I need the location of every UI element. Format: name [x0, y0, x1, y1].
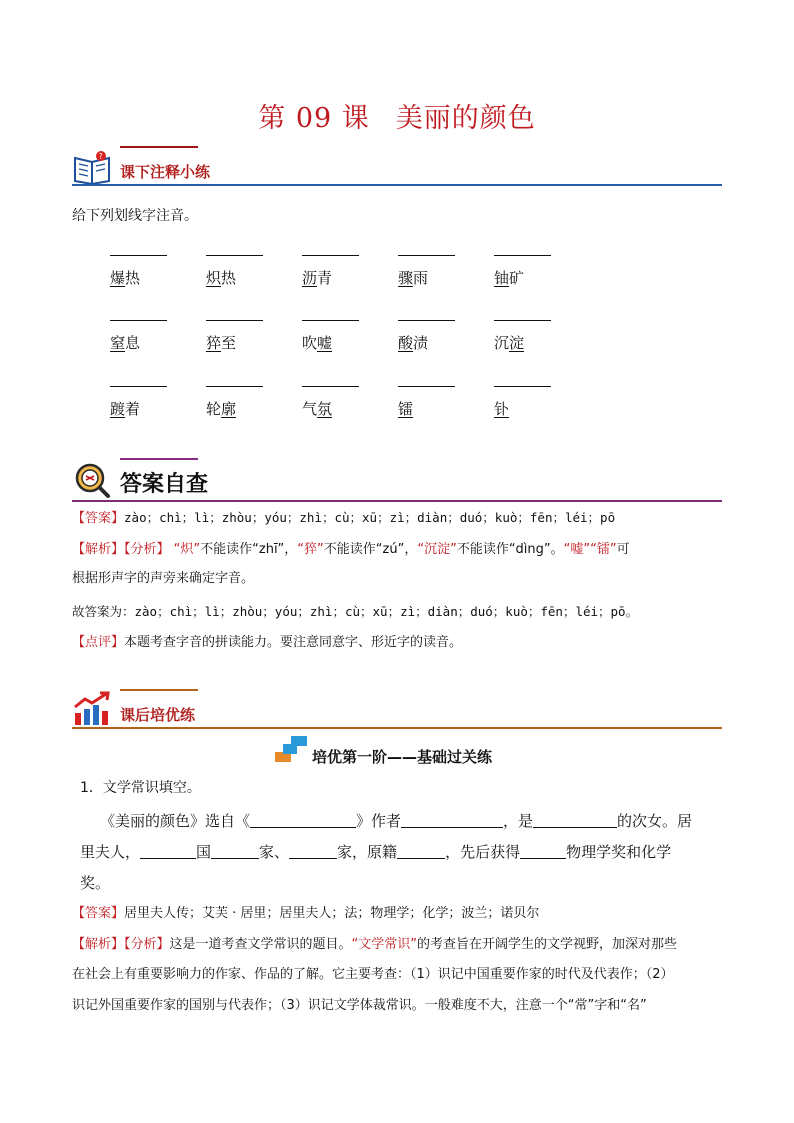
pinyin-blank[interactable]	[110, 255, 167, 256]
pinyin-blank[interactable]	[206, 255, 263, 256]
blank[interactable]	[533, 811, 617, 828]
word-item	[494, 333, 524, 353]
comment-text: 本题考查字音的拼读能力。要注意同意字、形近字的读音。	[124, 635, 463, 650]
blank[interactable]	[250, 811, 356, 828]
word-part: 渍	[413, 334, 429, 352]
pinyin-blank[interactable]	[302, 255, 359, 256]
pinyin-blank[interactable]	[302, 320, 359, 321]
word-part: 青	[317, 269, 333, 287]
underlined-char: 氛	[317, 400, 333, 418]
pinyin-blank[interactable]	[110, 320, 167, 321]
underlined-char: 猝	[206, 334, 222, 352]
underlined-char: 铀	[494, 269, 510, 287]
section-header-annotation-practice	[72, 146, 722, 186]
word-item	[206, 333, 236, 353]
answer-line	[72, 508, 615, 529]
word-item	[302, 268, 332, 288]
answer-tag: 【答案】	[72, 906, 125, 921]
blank[interactable]	[397, 842, 445, 859]
word-item	[398, 333, 428, 353]
pinyin-blank[interactable]	[494, 320, 551, 321]
book-icon	[72, 148, 112, 184]
underlined-char: 淀	[509, 334, 525, 352]
word-item	[110, 333, 140, 353]
conclusion-line	[72, 602, 638, 623]
section-header-after-class	[72, 689, 722, 729]
word-item	[494, 399, 509, 419]
word-item	[302, 399, 332, 419]
blank[interactable]	[211, 842, 259, 859]
pinyin-blank[interactable]	[206, 386, 263, 387]
title-prefix: 第 09 课	[258, 103, 370, 134]
question-line-2: 里夫人， 国 家、 家，原籍 ，先后获得 物理学奖和化学	[80, 843, 672, 861]
section-header-answer-check	[72, 458, 722, 502]
word-part: 雨	[413, 269, 429, 287]
analysis-line-1: 【解析】【分析】 “炽”不能读作“zhī”，“猝”不能读作“zú”，“沉淀”不能读作“dìng”。“嘘”“镭”可	[72, 542, 630, 557]
pinyin-blank[interactable]	[494, 255, 551, 256]
conclusion-text: 故答案为：zào；chì；lì；zhòu；yóu；zhì；cù；xū；zì；diàn；duó；kuò；fēn；léi；pō。	[72, 604, 639, 619]
word-item	[494, 268, 524, 288]
underlined-char: 嘘	[317, 334, 333, 352]
pinyin-blank[interactable]	[398, 255, 455, 256]
pinyin-blank[interactable]	[110, 386, 167, 387]
word-item	[110, 268, 140, 288]
comment-tag: 【点评】	[72, 635, 125, 650]
pinyin-blank[interactable]	[302, 386, 359, 387]
section-label: 答案自查	[120, 472, 209, 497]
blank[interactable]	[401, 811, 503, 828]
word-item	[398, 268, 428, 288]
pinyin-blank[interactable]	[206, 320, 263, 321]
underlined-char: 窒	[110, 334, 126, 352]
answer-tag: 【答案】	[72, 511, 125, 526]
pinyin-blank[interactable]	[398, 320, 455, 321]
title-suffix: 美丽的颜色	[395, 103, 536, 134]
underlined-char: 踱	[110, 400, 126, 418]
steps-icon	[275, 736, 309, 764]
section-label: 课下注释小练	[120, 163, 211, 181]
pinyin-blank[interactable]	[494, 386, 551, 387]
underlined-char: 镭	[398, 400, 414, 418]
blank[interactable]	[520, 842, 566, 859]
word-part: 矿	[509, 269, 525, 287]
section-label: 课后培优练	[120, 706, 196, 724]
underlined-char: 酸	[398, 334, 414, 352]
sub-heading	[0, 740, 794, 768]
question-line-3: 奖。	[80, 874, 111, 892]
q1-answer-line	[72, 904, 539, 924]
blank[interactable]	[140, 842, 196, 859]
q1-analysis-line-2: 在社会上有重要影响力的作家、作品的了解。它主要考查：（1）识记中国重要作家的时代及代表作；（2）	[72, 967, 674, 982]
analysis-tag: 【解析】【分析】	[72, 937, 170, 952]
word-part: 吹	[302, 334, 318, 352]
q1-analysis-line-3: 识记外国重要作家的国别与代表作；（3）识记文学体裁常识。一般难度不大，注意一个“常”字和“名”	[72, 998, 647, 1013]
sub-heading-label: 培优第一阶——基础过关练	[312, 748, 493, 766]
q1-analysis-line-1: 【解析】【分析】这是一道考查文学常识的题目。“文学常识”的考查旨在开阔学生的文学视野，加深对那些	[72, 937, 678, 952]
word-item	[206, 399, 236, 419]
instruction: 给下列划线字注音。	[72, 208, 198, 224]
word-part: 着	[125, 400, 141, 418]
underlined-char: 廓	[221, 400, 237, 418]
word-item	[110, 399, 140, 419]
answer-text: zào；chì；lì；zhòu；yóu；zhì；cù；xū；zì；diàn；duó；kuò；fēn；léi；pō	[124, 510, 616, 525]
pinyin-blank[interactable]	[398, 386, 455, 387]
comment-line	[72, 633, 462, 653]
underlined-char: 炽	[206, 269, 222, 287]
word-part: 热	[221, 269, 237, 287]
word-part: 热	[125, 269, 141, 287]
answer-text: 居里夫人传；艾芙 · 居里；居里夫人；法；物理学；化学；波兰；诺贝尔	[124, 906, 540, 921]
magnifier-icon	[74, 461, 112, 499]
page-title	[0, 96, 794, 135]
analysis-tag: 【解析】【分析】	[72, 542, 170, 557]
chart-arrow-icon	[72, 691, 112, 727]
word-part: 沉	[494, 334, 510, 352]
underlined-char: 钋	[494, 400, 510, 418]
underlined-char: 沥	[302, 269, 318, 287]
word-part: 息	[125, 334, 141, 352]
underlined-char: 骤	[398, 269, 414, 287]
word-part: 轮	[206, 400, 222, 418]
question-line-1: 《美丽的颜色》选自《 》作者 ，是 的次女。居	[100, 812, 693, 830]
underlined-char: 爆	[110, 269, 126, 287]
word-item	[206, 268, 236, 288]
word-part: 至	[221, 334, 237, 352]
analysis-line-2: 根据形声字的声旁来确定字音。	[72, 571, 255, 586]
question-stem: 1．文学常识填空。	[80, 780, 201, 796]
word-item	[398, 399, 413, 419]
word-item	[302, 333, 332, 353]
word-part: 气	[302, 400, 318, 418]
svg-text:?: ?	[98, 152, 103, 161]
blank[interactable]	[289, 842, 337, 859]
